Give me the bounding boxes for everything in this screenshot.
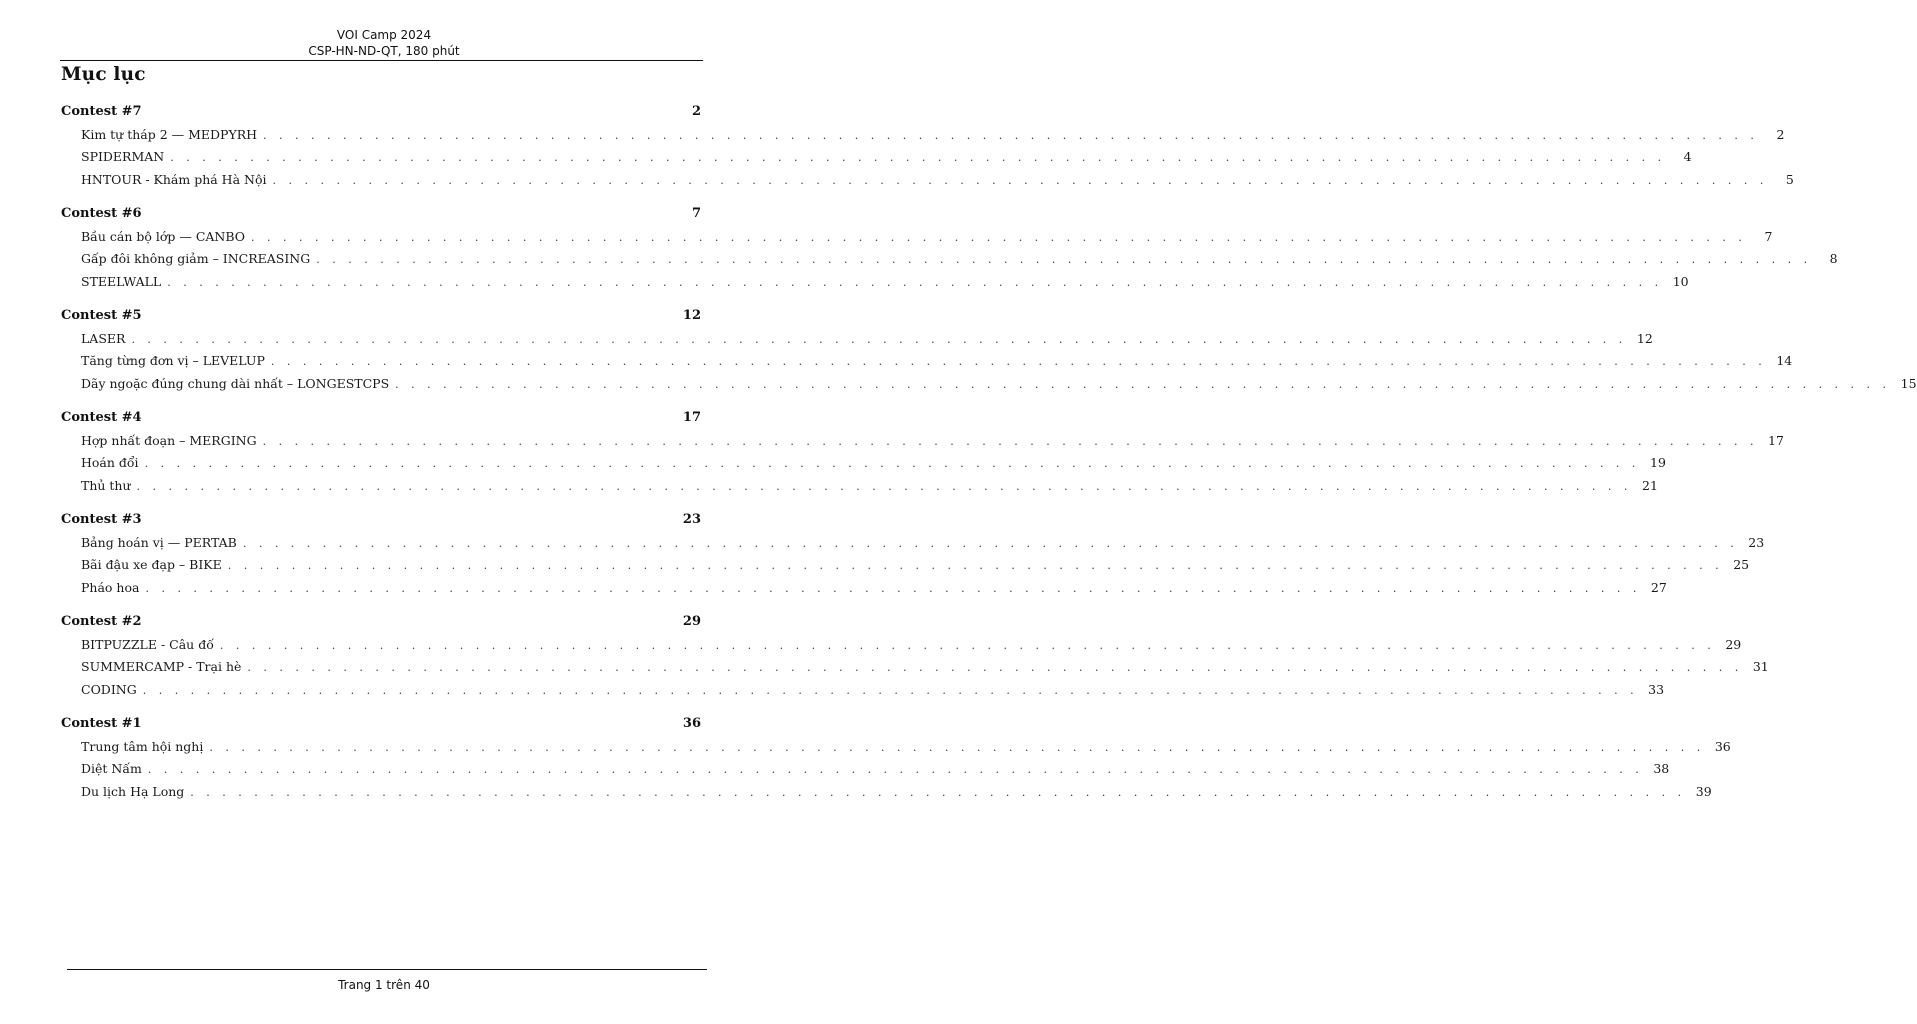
toc-dot-leader: . . . . . . . . . . . . . . . . . . . . . . . . . . . . . . . . . . . . . . . . . . . . . . . . . . . . . . . . . . . . . . . . . . . . . . . . . . . . . . . . . . . . . . . . . . . . . . — [272, 173, 1768, 187]
toc-entry-row[interactable] — [61, 126, 1785, 145]
toc-entry-page: 38 — [1653, 761, 1670, 776]
page-footer: Trang 1 trên 40 — [338, 978, 430, 992]
toc-entry-title: Bảng hoán vị — PERTAB — [81, 534, 237, 550]
toc-entry-row[interactable] — [61, 579, 1667, 598]
toc-entry-title: Hợp nhất đoạn – MERGING — [81, 432, 257, 448]
toc-dot-leader: . . . . . . . . . . . . . . . . . . . . . . . . . . . . . . . . . . . . . . . . . . . . . . . . . . . . . . . . . . . . . . . . . . . . . . . . . . . . . . . . . . . . . . . . . . . . . . — [136, 479, 1632, 493]
toc-section-title: Contest #7 — [61, 104, 142, 119]
toc-entry-row[interactable] — [61, 557, 1750, 575]
toc-dot-leader: . . . . . . . . . . . . . . . . . . . . . . . . . . . . . . . . . . . . . . . . . . . . . . . . . . . . . . . . . . . . . . . . . . . . . . . . . . . . . . . . . . . . . . . . . . . . . . — [167, 275, 1663, 289]
toc-section-title: Contest #3 — [61, 512, 142, 527]
toc-section-title: Contest #4 — [61, 410, 142, 425]
toc-entry-page: 27 — [1650, 579, 1667, 595]
toc-entry-row[interactable] — [61, 783, 1712, 802]
toc-entry-row[interactable] — [61, 761, 1670, 779]
toc-dot-leader: . . . . . . . . . . . . . . . . . . . . . . . . . . . . . . . . . . . . . . . . . . . . . . . . . . . . . . . . . . . . . . . . . . . . . . . . . . . . . . . . . . . . . . . . . . . . . . — [395, 377, 1891, 391]
toc-entry-page: 14 — [1776, 353, 1793, 368]
toc-entry-title: BITPUZZLE - Câu đố — [81, 636, 214, 652]
toc-entry-title: Tăng từng đơn vị – LEVELUP — [81, 353, 265, 368]
toc-entry-page: 23 — [1748, 534, 1765, 550]
toc-entry-row[interactable] — [61, 375, 1917, 394]
toc-entry-row[interactable] — [61, 353, 1793, 371]
toc-section-title: Contest #1 — [61, 716, 142, 731]
toc-section-page: 2 — [691, 104, 701, 119]
toc-dot-leader: . . . . . . . . . . . . . . . . . . . . . . . . . . . . . . . . . . . . . . . . . . . . . . . . . . . . . . . . . . . . . . . . . . . . . . . . . . . . . . . . . . . . . . . . . . . . . . — [145, 581, 1641, 595]
toc-dot-leader: . . . . . . . . . . . . . . . . . . . . . . . . . . . . . . . . . . . . . . . . . . . . . . . . . . . . . . . . . . . . . . . . . . . . . . . . . . . . . . . . . . . . . . . . . . . . . . — [144, 457, 1640, 470]
toc-entry-row[interactable] — [61, 251, 1838, 269]
toc-entry-page: 5 — [1785, 171, 1794, 187]
toc-dot-leader: . . . . . . . . . . . . . . . . . . . . . . . . . . . . . . . . . . . . . . . . . . . . . . . . . . . . . . . . . . . . . . . . . . . . . . . . . . . . . . . . . . . . . . . . . . . . . . — [190, 785, 1686, 799]
toc-entry-page: 4 — [1683, 149, 1692, 164]
toc-entry-page: 25 — [1733, 557, 1750, 572]
toc-entry-page: 21 — [1642, 477, 1658, 493]
toc-section-page: 17 — [682, 410, 701, 425]
header-line-1: VOI Camp 2024 — [336, 28, 432, 42]
toc-entry-title: CODING — [81, 681, 137, 697]
toc-entry-title: HNTOUR - Khám phá Hà Nội — [81, 171, 267, 187]
toc-dot-leader: . . . . . . . . . . . . . . . . . . . . . . . . . . . . . . . . . . . . . . . . . . . . . . . . . . . . . . . . . . . . . . . . . . . . . . . . . . . . . . . . . . . . . . . . . . . . . . — [251, 230, 1747, 244]
toc-entry-title: Gấp đôi không giảm – INCREASING — [81, 251, 311, 266]
toc-entry-row[interactable] — [61, 738, 1731, 757]
header-rule — [60, 60, 703, 61]
toc-entry-row[interactable] — [61, 477, 1658, 496]
toc-section-title: Contest #6 — [61, 206, 142, 221]
toc-entry-title: STEELWALL — [81, 273, 162, 289]
toc-section-row[interactable] — [61, 308, 701, 326]
toc-entry-page: 12 — [1636, 330, 1653, 346]
toc-entry-title: Diệt Nấm — [81, 761, 142, 776]
toc-entry-title: Bầu cán bộ lớp — CANBO — [81, 228, 246, 244]
toc-entry-row[interactable] — [61, 228, 1773, 247]
toc-entry-title: LASER — [81, 330, 126, 346]
toc-section-row[interactable] — [61, 716, 701, 734]
toc-section-page: 36 — [682, 716, 701, 731]
toc-section-row[interactable] — [61, 614, 701, 632]
toc-entry-page: 7 — [1764, 228, 1773, 244]
toc-section-page: 7 — [691, 206, 701, 221]
toc-entry-page: 15 — [1900, 375, 1917, 391]
toc-entry-page: 39 — [1695, 783, 1712, 799]
toc-entry-title: Pháo hoa — [81, 579, 140, 595]
toc-entry-row[interactable] — [61, 432, 1784, 451]
toc-dot-leader: . . . . . . . . . . . . . . . . . . . . . . . . . . . . . . . . . . . . . . . . . . . . . . . . . . . . . . . . . . . . . . . . . . . . . . . . . . . . . . . . . . . . . . . . . . . . . . — [147, 763, 1644, 776]
toc-dot-leader: . . . . . . . . . . . . . . . . . . . . . . . . . . . . . . . . . . . . . . . . . . . . . . . . . . . . . . . . . . . . . . . . . . . . . . . . . . . . . . . . . . . . . . . . . . . . . . — [247, 661, 1743, 674]
toc-section-title: Contest #2 — [61, 614, 142, 629]
toc-dot-leader: . . . . . . . . . . . . . . . . . . . . . . . . . . . . . . . . . . . . . . . . . . . . . . . . . . . . . . . . . . . . . . . . . . . . . . . . . . . . . . . . . . . . . . . . . . . . . . — [131, 332, 1627, 346]
toc-entry-row[interactable] — [61, 636, 1742, 655]
toc-title: Mục lục — [61, 64, 146, 85]
toc-dot-leader: . . . . . . . . . . . . . . . . . . . . . . . . . . . . . . . . . . . . . . . . . . . . . . . . . . . . . . . . . . . . . . . . . . . . . . . . . . . . . . . . . . . . . . . . . . . . . . — [242, 536, 1739, 550]
toc-entry-title: SUMMERCAMP - Trại hè — [81, 659, 242, 674]
toc-entry-title: Du lịch Hạ Long — [81, 783, 185, 799]
toc-section-row[interactable] — [61, 206, 701, 224]
header-line-2: CSP-HN-ND-QT, 180 phút — [308, 44, 460, 58]
toc-section-row[interactable] — [61, 512, 701, 530]
toc-entry-page: 29 — [1725, 636, 1742, 652]
toc-entry-title: Trung tâm hội nghị — [81, 738, 204, 754]
toc-entry-page: 19 — [1650, 455, 1666, 470]
toc-entry-page: 33 — [1648, 681, 1665, 697]
toc-dot-leader: . . . . . . . . . . . . . . . . . . . . . . . . . . . . . . . . . . . . . . . . . . . . . . . . . . . . . . . . . . . . . . . . . . . . . . . . . . . . . . . . . . . . . . . . . . . . . . — [316, 253, 1812, 266]
toc-entry-row[interactable] — [61, 273, 1689, 292]
toc-section-page: 23 — [682, 512, 701, 527]
toc-entry-row[interactable] — [61, 330, 1653, 349]
toc-dot-leader: . . . . . . . . . . . . . . . . . . . . . . . . . . . . . . . . . . . . . . . . . . . . . . . . . . . . . . . . . . . . . . . . . . . . . . . . . . . . . . . . . . . . . . . . . . . . . . — [170, 151, 1666, 164]
toc-dot-leader: . . . . . . . . . . . . . . . . . . . . . . . . . . . . . . . . . . . . . . . . . . . . . . . . . . . . . . . . . . . . . . . . . . . . . . . . . . . . . . . . . . . . . . . . . . . . . . — [219, 638, 1716, 652]
toc-entry-title: Thủ thư — [81, 477, 131, 493]
toc-entry-title: Kim tự tháp 2 — MEDPYRH — [81, 126, 258, 142]
toc-section-row[interactable] — [61, 410, 701, 428]
footer-rule — [67, 969, 707, 970]
toc-entry-page: 8 — [1829, 251, 1838, 266]
toc-entry-row[interactable] — [61, 171, 1794, 190]
toc-section-page: 29 — [682, 614, 701, 629]
toc-entry-title: SPIDERMAN — [81, 149, 165, 164]
toc-section-page: 12 — [682, 308, 701, 323]
toc-entry-page: 10 — [1672, 273, 1689, 289]
toc-entry-row[interactable] — [61, 681, 1665, 700]
toc-entry-row[interactable] — [61, 534, 1765, 553]
toc-entry-row[interactable] — [61, 455, 1666, 473]
toc-entry-title: Bãi đậu xe đạp – BIKE — [81, 557, 222, 572]
toc-entry-page: 31 — [1752, 659, 1769, 674]
toc-section-row[interactable] — [61, 104, 701, 122]
toc-entry-title: Hoán đổi — [81, 455, 139, 470]
toc-entry-row[interactable] — [61, 659, 1769, 677]
toc-entry-row[interactable] — [61, 149, 1692, 167]
toc-dot-leader: . . . . . . . . . . . . . . . . . . . . . . . . . . . . . . . . . . . . . . . . . . . . . . . . . . . . . . . . . . . . . . . . . . . . . . . . . . . . . . . . . . . . . . . . . . . . . . — [142, 683, 1639, 697]
toc-entry-page: 17 — [1768, 432, 1784, 448]
toc-section-title: Contest #5 — [61, 308, 142, 323]
toc-entry-page: 2 — [1776, 126, 1785, 142]
toc-entry-title: Dãy ngoặc đúng chung dài nhất – LONGESTCPS — [81, 375, 390, 391]
toc-dot-leader: . . . . . . . . . . . . . . . . . . . . . . . . . . . . . . . . . . . . . . . . . . . . . . . . . . . . . . . . . . . . . . . . . . . . . . . . . . . . . . . . . . . . . . . . . . . . . . — [227, 559, 1724, 572]
toc-dot-leader: . . . . . . . . . . . . . . . . . . . . . . . . . . . . . . . . . . . . . . . . . . . . . . . . . . . . . . . . . . . . . . . . . . . . . . . . . . . . . . . . . . . . . . . . . . . . . . — [263, 128, 1759, 142]
toc-dot-leader: . . . . . . . . . . . . . . . . . . . . . . . . . . . . . . . . . . . . . . . . . . . . . . . . . . . . . . . . . . . . . . . . . . . . . . . . . . . . . . . . . . . . . . . . . . . . . . — [270, 355, 1767, 368]
toc-dot-leader: . . . . . . . . . . . . . . . . . . . . . . . . . . . . . . . . . . . . . . . . . . . . . . . . . . . . . . . . . . . . . . . . . . . . . . . . . . . . . . . . . . . . . . . . . . . . . . — [262, 434, 1758, 448]
toc-entry-page: 36 — [1714, 738, 1731, 754]
toc-dot-leader: . . . . . . . . . . . . . . . . . . . . . . . . . . . . . . . . . . . . . . . . . . . . . . . . . . . . . . . . . . . . . . . . . . . . . . . . . . . . . . . . . . . . . . . . . . . . . . — [209, 740, 1705, 754]
